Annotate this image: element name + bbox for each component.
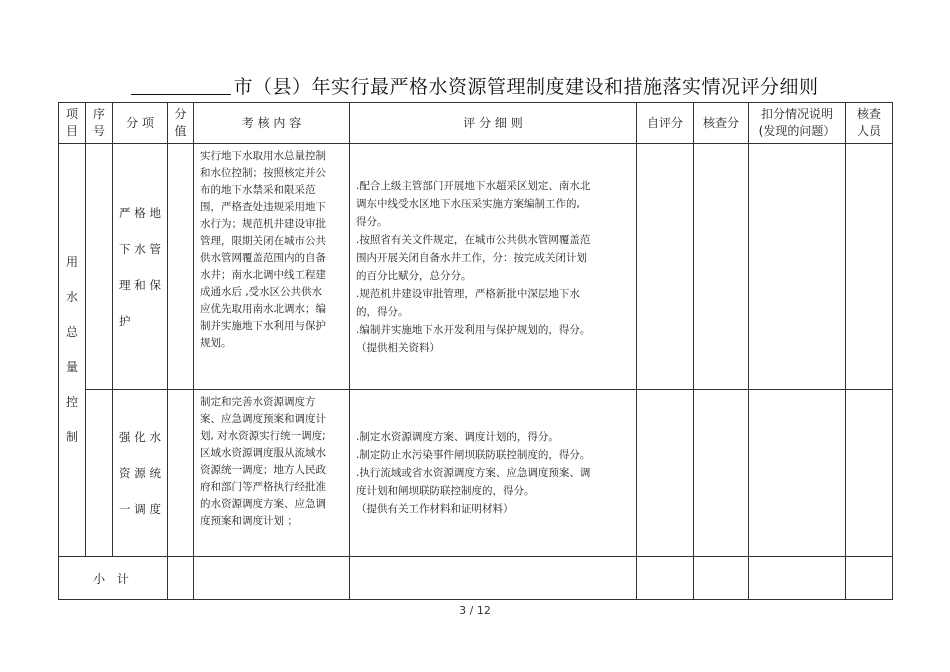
seq-cell [86,144,113,390]
subtotal-deduct-cell[interactable] [749,557,846,600]
text-line: 案、应急调度预案和调度计 [200,413,326,425]
title-blank-line [131,76,231,95]
text-line: 得分。 [356,215,388,228]
header-detail: 评 分 细 则 [350,103,637,144]
subtotal-self-score-cell[interactable] [637,557,694,600]
text-line: 制并实施地下水利用与保护 [200,320,326,332]
subtotal-value-cell [168,557,194,600]
text-line: 划, 对水资源实行统一调度; [200,430,326,442]
text-line: 总 [65,325,78,339]
content-cell [194,390,350,557]
text-line: 度预案和调度计划 ； [200,515,298,527]
content-cell [194,144,350,390]
text-line: .执行流域或省水资源调度方案、应急调度预案、调 [356,467,591,479]
self-score-cell[interactable] [637,144,694,390]
page-number: 3 / 12 [459,604,491,617]
text-line: 资源统一调度；地方人民政 [200,464,326,476]
seq-cell [86,390,113,557]
sub-item-cell [113,144,168,390]
header-deduct [749,103,846,144]
text-line: 供水管网覆盖范围内的自备 [200,252,326,264]
table-row [59,390,893,557]
title-text: 市（县）年实行最严格水资源管理制度建设和措施落实情况评分细则 [233,76,819,98]
table-row [59,144,893,390]
page-title [0,72,950,99]
detail-cell [350,144,637,390]
header-value [168,103,194,144]
text-line: .按照省有关文件规定，在城市公共供水管网覆盖范 [356,233,591,246]
text-line: 分 [174,107,187,121]
text-line: 一调度 [119,502,161,516]
text-line: 区域水资源调度服从流域水 [200,447,326,459]
text-line: .编制并实施地下水开发利用与保护规划的，得分。 [356,323,591,336]
header-checker [846,103,893,144]
text-line: 人员 [856,124,881,138]
detail-cell [350,390,637,557]
text-line: 和水位控制；按照核定并公 [200,167,326,179]
subtotal-row [59,557,893,600]
text-line: 制定和完善水资源调度方 [200,396,316,408]
text-line: 控 [65,395,78,409]
header-seq [86,103,113,144]
text-line: 府和部门等严格执行经批准 [200,481,326,493]
text-line: 围，严格查处违规采用地下 [200,201,326,213]
text-line: 目 [65,124,78,138]
text-line: 的水资源调度方案、应急调 [200,498,326,510]
checker-cell[interactable] [846,390,893,557]
text-line: 项 [65,107,78,121]
text-line: (发现的问题） [758,124,836,138]
text-line: 水行为；规范机井建设审批 [200,218,326,230]
value-cell [168,390,194,557]
text-line: 水井；南水北调中线工程建 [200,269,326,281]
text-line: 围内开展关闭自备水井工作，分：按完成关闭计划 [356,251,587,264]
text-line: 核查 [856,107,881,121]
text-line: 的百分比赋分，总分分。 [356,269,472,282]
header-self-score: 自评分 [637,103,694,144]
text-line: .规范机井建设审批管理，严格新批中深层地下水 [356,287,580,300]
text-line: 序 [92,107,105,121]
deduct-cell[interactable] [749,390,846,557]
self-score-cell[interactable] [637,390,694,557]
text-line: .制定水资源调度方案、调度计划的，得分。 [356,431,559,443]
text-line: 管理，限期关闭在城市公共 [200,235,326,247]
text-line: 严格地 [119,205,161,220]
text-line: 量 [65,360,78,374]
header-row [59,103,893,144]
text-line: 实行地下水取用水总量控制 [200,150,326,162]
text-line: 资源统 [119,466,161,480]
text-line: 扣分情况说明 [760,107,833,121]
header-check-score: 核查分 [694,103,749,144]
text-line: .制定防止水污染事件闸坝联防联控制度的，得分。 [356,449,591,461]
check-score-cell[interactable] [694,144,749,390]
header-item [59,103,86,144]
text-line: 值 [174,124,187,138]
sub-item-cell [113,390,168,557]
subtotal-detail-cell [350,557,637,600]
value-cell [168,144,194,390]
text-line: （提供相关资料） [356,341,440,354]
text-line: .配合上级主管部门开展地下水超采区划定、南水北 [356,179,591,192]
score-table [58,102,893,600]
text-line: 应优先取用南水北调水；编 [200,303,326,315]
deduct-cell[interactable] [749,144,846,390]
subtotal-label: 小 计 [59,557,168,600]
subtotal-check-score-cell[interactable] [694,557,749,600]
subtotal-checker-cell[interactable] [846,557,893,600]
text-line: （提供有关工作材料和证明材料） [356,503,514,515]
text-line: 规划。 [200,337,232,349]
text-line: 用 [65,255,78,269]
text-line: 调东中线受水区地下水压采实施方案编制工作的, [356,197,580,210]
text-line: 的，得分。 [356,305,409,318]
checker-cell[interactable] [846,144,893,390]
text-line: 布的地下水禁采和限采范 [200,184,316,196]
text-line: 制 [65,430,78,444]
text-line: 护 [119,313,131,328]
text-line: 强化水 [119,430,161,444]
header-sub: 分 项 [113,103,168,144]
header-content: 考 核 内 容 [194,103,350,144]
text-line: 度计划和闸坝联防联控制度的，得分。 [356,485,535,497]
text-line: 水 [65,290,78,304]
text-line: 号 [92,124,105,138]
text-line: 下水管 [119,241,161,256]
text-line: 理和保 [119,277,161,292]
group-item-cell [59,144,86,557]
check-score-cell[interactable] [694,390,749,557]
subtotal-content-cell [194,557,350,600]
text-line: 成通水后 ,受水区公共供水 [200,286,323,298]
